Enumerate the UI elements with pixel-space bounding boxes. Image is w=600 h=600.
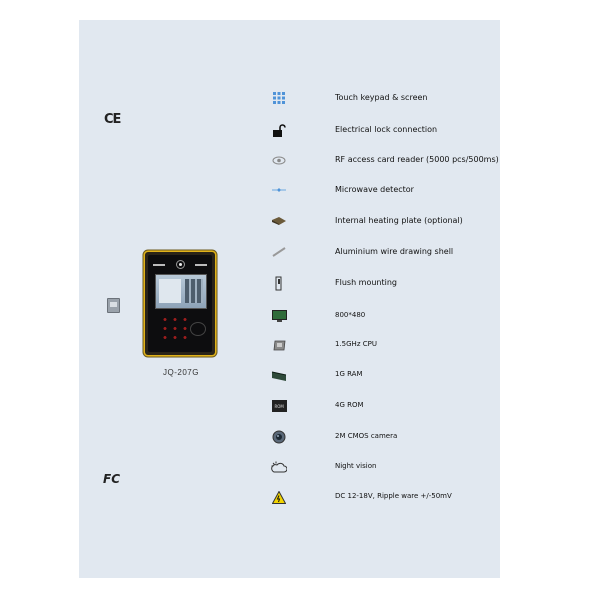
fc-mark: FC <box>103 472 121 486</box>
feature-row <box>0 121 600 141</box>
monitor-icon <box>271 309 287 323</box>
keypad-grid-icon <box>271 91 287 105</box>
feature-label: Flush mounting <box>335 278 398 287</box>
device-model-label: JQ-207G <box>163 368 199 377</box>
eye-rf-icon <box>271 153 287 167</box>
ce-mark: CE <box>104 112 121 127</box>
feature-row <box>0 488 600 508</box>
speaker-slot-left <box>153 264 165 266</box>
ram-stick-icon <box>271 368 287 382</box>
feature-label: Touch keypad & screen <box>335 93 428 102</box>
feature-row <box>0 212 600 232</box>
feature-row <box>0 243 600 263</box>
feature-label: DC 12-18V, Ripple ware +/-50mV <box>335 492 452 500</box>
feature-row <box>0 397 600 417</box>
feature-label: Aluminium wire drawing shell <box>335 247 454 256</box>
feature-row <box>0 89 600 109</box>
camera-lens-icon <box>271 430 287 444</box>
feature-row <box>0 366 600 386</box>
feature-label: 4G ROM <box>335 401 364 409</box>
feature-label: RF access card reader (5000 pcs/500ms) <box>335 155 499 164</box>
cpu-chip-icon <box>271 338 287 352</box>
feature-label: Night vision <box>335 462 377 470</box>
night-vision-icon <box>271 460 287 474</box>
feature-row <box>0 307 600 327</box>
unlock-icon <box>271 123 287 137</box>
warning-power-icon <box>271 490 287 504</box>
heating-plate-icon <box>271 214 287 228</box>
feature-label: Electrical lock connection <box>335 125 438 134</box>
rom-chip-icon <box>271 399 287 413</box>
feature-label: Microwave detector <box>335 185 414 194</box>
speaker-slot-right <box>195 264 207 266</box>
feature-row <box>0 336 600 356</box>
feature-label: 1.5GHz CPU <box>335 340 377 348</box>
flush-mount-icon <box>271 276 287 290</box>
feature-label: 2M CMOS camera <box>335 432 398 440</box>
feature-label: 800*480 <box>335 311 366 319</box>
feature-label: 1G RAM <box>335 370 363 378</box>
microwave-signal-icon <box>271 183 287 197</box>
feature-row <box>0 181 600 201</box>
feature-row <box>0 151 600 171</box>
feature-row <box>0 274 600 294</box>
wire-shell-icon <box>271 245 287 259</box>
svg-text:ROM: ROM <box>274 404 284 409</box>
feature-label: Internal heating plate (optional) <box>335 216 463 225</box>
feature-row <box>0 428 600 448</box>
feature-row <box>0 458 600 478</box>
